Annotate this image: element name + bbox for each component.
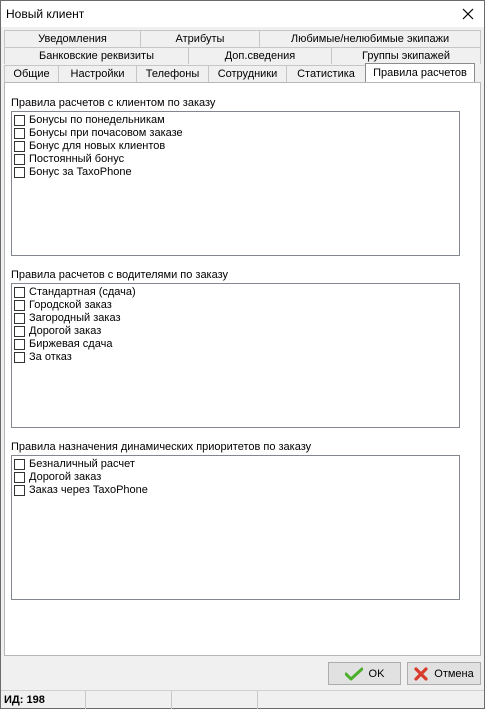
checklist-item[interactable] [14,312,459,325]
button-bar [1,657,484,689]
status-cell [86,691,172,709]
close-button[interactable] [454,2,482,26]
checklist-item-label: Дорогой заказ [29,471,102,483]
tab-statistics[interactable]: Статистика [286,65,366,82]
listbox-client-rules[interactable] [11,111,460,256]
checklist-item[interactable] [14,484,459,497]
checklist-item-label: Стандартная (сдача) [29,286,136,298]
tab-phones[interactable]: Телефоны [136,65,209,82]
tab-row-1 [4,30,481,47]
checklist-item[interactable] [14,351,459,364]
checklist-item[interactable] [14,114,459,127]
checklist-item[interactable] [14,153,459,166]
checklist-item[interactable] [14,471,459,484]
ok-button-label: OK [368,667,385,680]
checklist-item-label: Городской заказ [29,299,112,311]
tab-general[interactable]: Общие [4,65,59,82]
checkbox[interactable] [14,128,25,139]
client-id-label: ИД: 198 [4,694,45,706]
checklist-item[interactable] [14,140,459,153]
group-label-dynamic-priorities: Правила назначения динамических приоритетов по заказу [11,441,312,453]
checklist-item-label: Бонусы по понедельникам [29,114,165,126]
checkbox[interactable] [14,339,25,350]
checkbox[interactable] [14,287,25,298]
checkbox[interactable] [14,141,25,152]
cancel-button[interactable] [407,662,481,685]
tab-settings[interactable]: Настройки [58,65,137,82]
tab-bank-details[interactable]: Банковские реквизиты [4,47,189,64]
checkmark-icon [345,667,363,681]
tab-settlement-rules[interactable]: Правила расчетов [365,63,475,82]
window-title: Новый клиент [6,7,85,21]
tab-additional-info[interactable]: Доп.сведения [188,47,332,64]
checkbox[interactable] [14,313,25,324]
checklist-item[interactable] [14,166,459,179]
tab-crew-groups[interactable]: Группы экипажей [331,47,481,64]
group-label-driver-rules: Правила расчетов с водителями по заказу [11,269,229,281]
status-cell [172,691,258,709]
checklist-item-label: Бонус за TaxoPhone [29,166,132,178]
checkbox[interactable] [14,459,25,470]
checkbox[interactable] [14,485,25,496]
checklist-item-label: За отказ [29,351,72,363]
tab-row-2 [4,47,481,64]
group-label-client-rules: Правила расчетов с клиентом по заказу [11,97,216,109]
listbox-dynamic-priorities[interactable] [11,455,460,600]
cross-icon [414,667,428,681]
checkbox[interactable] [14,154,25,165]
checklist-item-label: Бонус для новых клиентов [29,140,166,152]
tab-employees[interactable]: Сотрудники [208,65,287,82]
title-bar [1,1,484,27]
tab-attributes[interactable]: Атрибуты [140,30,260,47]
checklist-item[interactable] [14,338,459,351]
tab-favorite-crews[interactable]: Любимые/нелюбимые экипажи [259,30,481,47]
checklist-item[interactable] [14,325,459,338]
checkbox[interactable] [14,115,25,126]
checklist-item-label: Заказ через TaxoPhone [29,484,148,496]
checklist-item-label: Постоянный бонус [29,153,125,165]
checklist-item[interactable] [14,127,459,140]
checkbox[interactable] [14,326,25,337]
checkbox[interactable] [14,300,25,311]
tab-notifications[interactable]: Уведомления [4,30,141,47]
ok-button[interactable] [328,662,401,685]
checklist-item-label: Биржевая сдача [29,338,113,350]
status-cell-id [1,691,86,709]
listbox-driver-rules[interactable] [11,283,460,428]
checkbox[interactable] [14,167,25,178]
status-bar [1,690,484,708]
checkbox[interactable] [14,472,25,483]
close-icon [462,8,474,20]
checklist-item-label: Бонусы при почасовом заказе [29,127,183,139]
tab-panel-settlement-rules [4,82,481,656]
checklist-item-label: Безналичный расчет [29,458,135,470]
cancel-button-label: Отмена [434,667,474,680]
checklist-item-label: Загородный заказ [29,312,121,324]
checkbox[interactable] [14,352,25,363]
checklist-item-label: Дорогой заказ [29,325,102,337]
checklist-item[interactable] [14,299,459,312]
checklist-item[interactable] [14,458,459,471]
checklist-item[interactable] [14,286,459,299]
tab-row-3 [4,65,481,82]
